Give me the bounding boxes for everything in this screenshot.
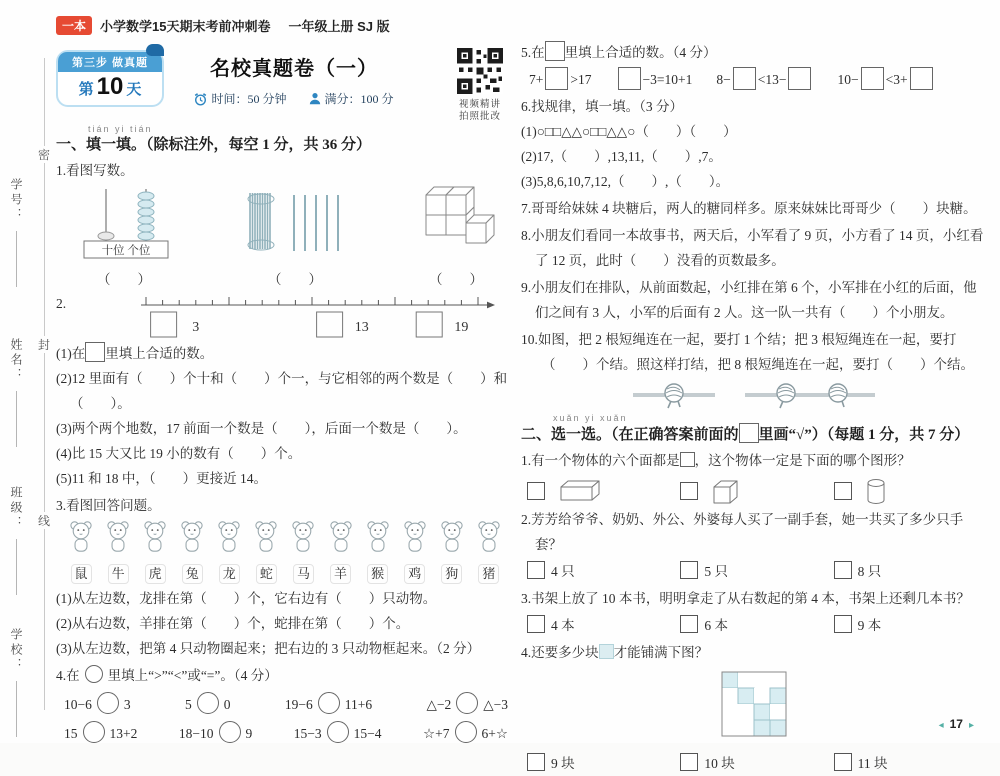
margin-field-name: 姓名： — [8, 338, 25, 447]
day-badge: 第三步 做真题 第 10 天 — [56, 50, 164, 107]
compare-row-1: 10−6 3 5 0 19−6 11+6 △−2 △−3 — [56, 692, 508, 717]
animal-icon — [438, 520, 466, 553]
abacus-figure — [66, 185, 182, 263]
expression: 7+ >17 — [529, 67, 592, 92]
question-6-2: (2)17,（ ）,13,11,（ ）,7。 — [521, 149, 722, 164]
cylinder-icon — [864, 477, 888, 505]
fill-box — [85, 342, 105, 362]
answer-checkbox — [834, 482, 852, 500]
zodiac-ox: 牛 — [101, 520, 135, 586]
margin-field-school: 学校： — [8, 628, 25, 737]
answer-checkbox — [527, 561, 545, 579]
question-10: 10.如图，把 2 根短绳连在一起，要打 1 个结；把 3 根短绳连在一起，要打（ ）个结。照这样打结，把 8 根短绳连在一起，要打（ ）个结。 — [521, 332, 974, 372]
prev-arrow-icon: ◂ — [938, 720, 944, 731]
check-box — [739, 423, 759, 443]
write-line — [16, 539, 17, 595]
question-2-label: 2. — [56, 296, 67, 311]
option-cylinder — [834, 477, 987, 505]
exam-title: 名校真题卷（一） — [210, 58, 378, 80]
animal-icon — [178, 520, 206, 553]
compare-circle — [83, 721, 105, 743]
compare-circle — [197, 692, 219, 714]
question-6-3: (3)5,8,6,10,7,12,（ ）,（ ）。 — [521, 174, 730, 189]
zodiac-goat: 羊 — [324, 520, 358, 586]
qr-caption-1: 视频精讲 — [458, 100, 501, 110]
answer-checkbox — [680, 615, 698, 633]
answer-checkbox — [834, 615, 852, 633]
write-line — [16, 681, 17, 737]
qr-block — [452, 48, 508, 124]
page-number: ◂ 17 ▸ — [938, 717, 974, 731]
svg-text:13: 13 — [354, 320, 369, 335]
animal-icon — [475, 520, 503, 553]
answer-checkbox — [527, 753, 545, 771]
compare-circle — [456, 692, 478, 714]
question-2-4: (4)比 15 大又比 19 小的数有（ ）个。 — [56, 446, 302, 461]
qr-code — [457, 48, 503, 94]
expression: −3=10+1 — [616, 67, 693, 92]
question-3-1: (1)从左边数，龙排在第（ ）个，它右边有（ ）只动物。 — [56, 591, 437, 606]
sticks-block — [236, 185, 354, 289]
badge-corner — [146, 44, 164, 56]
question-6-label: 6.找规律，填一填。（3 分） — [521, 99, 683, 114]
fill-box — [545, 67, 568, 90]
brand-logo: 一本 — [56, 16, 92, 35]
seal-char: 线 — [37, 514, 50, 528]
rope-figure-double-knot — [743, 381, 877, 411]
question-3-2: (2)从右边数，羊排在第（ ）个，蛇排在第（ ）个。 — [56, 616, 410, 631]
answer-checkbox — [680, 753, 698, 771]
zodiac-monkey: 猴 — [361, 520, 395, 586]
question-2 — [56, 291, 508, 341]
pinyin-annotation: tián yi tián — [88, 124, 153, 134]
cubes-block — [408, 185, 504, 289]
fill-box — [545, 41, 565, 61]
animal-icon — [104, 520, 132, 553]
option: 9 块 — [527, 751, 680, 776]
compare-circle — [327, 721, 349, 743]
answer-checkbox — [680, 482, 698, 500]
svg-text:3: 3 — [192, 320, 200, 335]
choice-4-options — [521, 751, 987, 776]
qr-caption-2: 拍照批改 — [458, 112, 501, 123]
seal-char: 密 — [37, 148, 50, 162]
zodiac-horse: 马 — [286, 520, 320, 586]
answer-checkbox — [527, 482, 545, 500]
question-5-expressions — [521, 67, 987, 92]
compare-circle — [219, 721, 241, 743]
option-cuboid — [527, 477, 680, 505]
animal-icon — [252, 520, 280, 553]
choice-3-text: 3.书架上放了 10 本书，明明拿走了从右数起的第 4 本，书架上还剩几本书？ — [521, 591, 970, 606]
compare-circle — [455, 721, 477, 743]
compare-row-2: 15 13+2 18−10 9 15−3 15−4 ☆+7 6+☆ — [56, 721, 508, 746]
answer-blank: （ ） — [268, 272, 322, 287]
choice-1-text: 1.有一个物体的六个面都是 ，这个物体一定是下面的哪个图形？ — [521, 453, 911, 468]
svg-text:19: 19 — [454, 320, 469, 335]
question-5-label: 5.在 里填上合适的数。（4 分） — [521, 40, 987, 65]
expression: 10− <3+ — [837, 67, 934, 92]
option: 11 块 — [834, 751, 987, 776]
question-6-1: (1)○□□△△○□□△△○（ ）（ ） — [521, 124, 737, 139]
animal-icon — [289, 520, 317, 553]
zodiac-tiger: 虎 — [138, 520, 172, 586]
option: 5 只 — [680, 559, 833, 584]
person-icon — [309, 92, 321, 105]
compare-circle — [97, 692, 119, 714]
next-arrow-icon: ▸ — [968, 720, 974, 731]
seal-char: 封 — [37, 338, 50, 352]
choice-4-text: 4.还要多少块 才能铺满下图？ — [521, 645, 709, 660]
fill-box — [910, 67, 933, 90]
fill-box — [788, 67, 811, 90]
option: 10 块 — [680, 751, 833, 776]
choice-1-options — [521, 477, 987, 505]
answer-blank: （ ） — [429, 272, 483, 287]
question-8: 8.小朋友们看同一本故事书，两天后，小军看了 9 页，小方看了 14 页，小红看了 12 页，此时（ ）没看的页数最多。 — [521, 228, 984, 268]
answer-checkbox — [834, 561, 852, 579]
section-2-heading: 二、选一选。（在正确答案前面的 里画“√”）（每题 1 分，共 7 分） — [521, 423, 987, 446]
animal-icon — [215, 520, 243, 553]
cube-icon — [710, 477, 742, 505]
zodiac-rooster: 鸡 — [398, 520, 432, 586]
question-2-5: (5)11 和 18 中，（ ）更接近 14。 — [56, 471, 267, 486]
option: 4 只 — [527, 559, 680, 584]
question-9: 9.小朋友们在排队，从前面数起，小红排在第 6 个，小军排在小红的后面，他们之间有 3 人，小军的后面有 2 人。这一队一共有（ ）个小朋友。 — [521, 280, 977, 320]
compare-circle — [318, 692, 340, 714]
rope-figure-single-knot — [631, 381, 717, 411]
pinyin-annotation: xuǎn yi xuǎn — [553, 413, 628, 423]
fill-box — [861, 67, 884, 90]
cubes-figure — [408, 185, 504, 263]
answer-checkbox — [834, 753, 852, 771]
day-number: 10 — [96, 73, 124, 100]
zodiac-rat: 鼠 — [64, 520, 98, 586]
book-title: 小学数学15天期末考前冲刺卷 — [100, 19, 271, 34]
question-4-label: 4.在 里填上“>”“<”或“=”。（4 分） — [56, 663, 508, 688]
tile-swatch — [599, 644, 614, 659]
question-2-3: (3)两个两个地数，17 前面一个数是（ ），后面一个数是（ ）。 — [56, 421, 467, 436]
time-limit: 时间：50 分钟 — [194, 90, 286, 107]
question-2-1: (1)在 里填上合适的数。 — [56, 341, 508, 366]
animal-icon — [327, 520, 355, 553]
zodiac-snake: 蛇 — [249, 520, 283, 586]
section-1-heading: 一、填一填。（除标注外，每空 1 分，共 36 分） — [56, 137, 372, 153]
option: 9 本 — [834, 613, 987, 638]
answer-blank: （ ） — [97, 272, 151, 287]
choice-3-options — [521, 613, 987, 638]
write-line — [16, 391, 17, 447]
option: 8 只 — [834, 559, 987, 584]
question-1-label: 1.看图写数。 — [56, 163, 134, 178]
tile-grid-figure — [717, 667, 791, 741]
sticks-figure — [236, 185, 354, 263]
compare-circle — [85, 665, 103, 683]
write-line — [16, 231, 17, 287]
margin-field-student-id: 学号： — [8, 178, 25, 287]
answer-checkbox — [680, 561, 698, 579]
zodiac-row — [64, 520, 506, 586]
expression: 8− <13− — [716, 67, 813, 92]
book-edition: 一年级上册 SJ 版 — [288, 19, 390, 34]
zodiac-dragon: 龙 — [212, 520, 246, 586]
question-1-figures — [66, 185, 504, 289]
option-cube — [680, 477, 833, 505]
brand-header — [56, 16, 390, 35]
svg-text:十位 个位: 十位 个位 — [101, 245, 151, 257]
exam-header — [56, 46, 508, 123]
answer-checkbox — [527, 615, 545, 633]
abacus-block — [66, 185, 182, 289]
cuboid-icon — [557, 478, 603, 504]
question-3-3: (3)从左边数，把第 4 只动物圈起来；把右边的 3 只动物框起来。（2 分） — [56, 641, 481, 656]
animal-icon — [67, 520, 95, 553]
question-2-2: (2)12 里面有（ ）个十和（ ）个一，与它相邻的两个数是（ ）和（ ）。 — [56, 371, 508, 411]
choice-2-text: 2.芳芳给爷爷、奶奶、外公、外婆每人买了一副手套，她一共买了多少只手套？ — [521, 512, 964, 552]
choice-2-options — [521, 559, 987, 584]
zodiac-pig: 猪 — [472, 520, 506, 586]
fill-box — [733, 67, 756, 90]
question-3-label: 3.看图回答问题。 — [56, 498, 161, 513]
square-glyph — [680, 452, 695, 467]
numberline-figure — [138, 291, 504, 341]
clock-icon — [194, 92, 207, 106]
option: 6 本 — [680, 613, 833, 638]
zodiac-dog: 狗 — [435, 520, 469, 586]
question-7: 7.哥哥给妹妹 4 块糖后，两人的糖同样多。原来妹妹比哥哥少（ ）块糖。 — [521, 201, 977, 216]
zodiac-rabbit: 兔 — [175, 520, 209, 586]
animal-icon — [364, 520, 392, 553]
fill-box — [618, 67, 641, 90]
margin-field-class: 班级： — [8, 486, 25, 595]
animal-icon — [401, 520, 429, 553]
option: 4 本 — [527, 613, 680, 638]
badge-step-label: 第三步 做真题 — [58, 52, 162, 72]
full-score: 满分：100 分 — [309, 90, 394, 107]
animal-icon — [141, 520, 169, 553]
rope-figures — [521, 381, 987, 411]
